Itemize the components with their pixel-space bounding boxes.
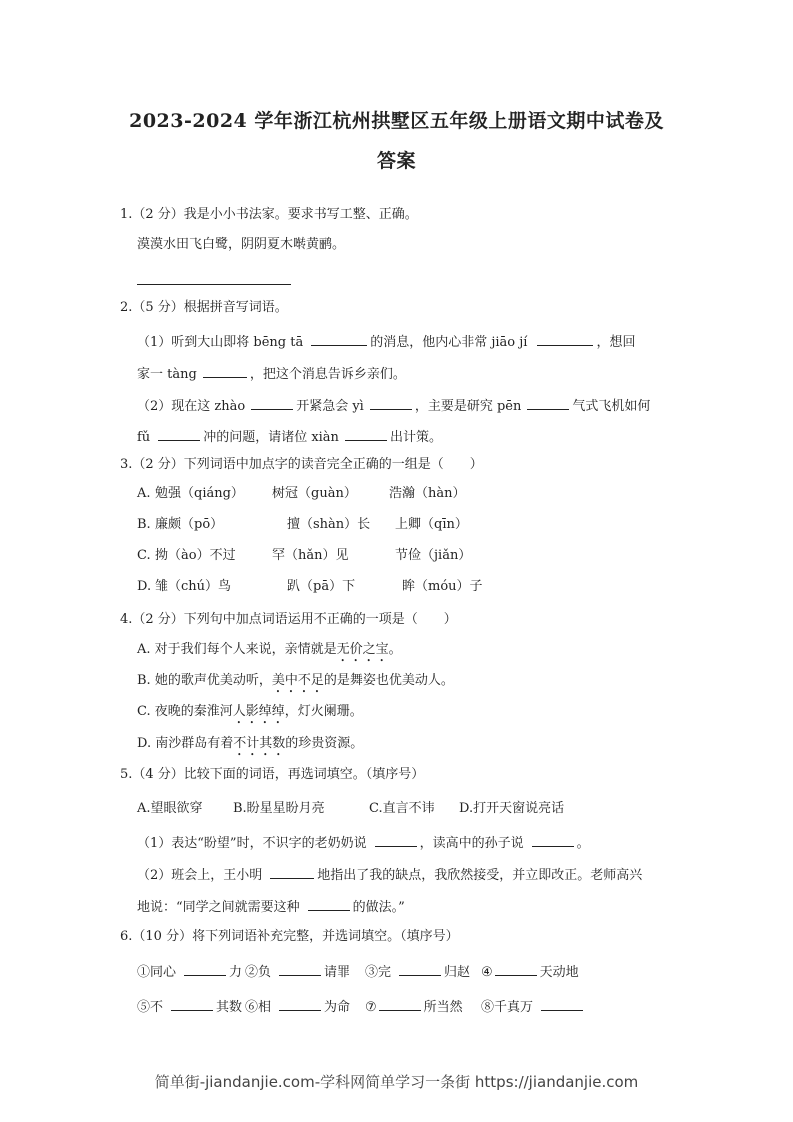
option-item: 雏（chú）鸟 — [155, 579, 232, 594]
idiom-part: ④ — [481, 965, 493, 980]
option-item: B.盼星星盼月亮 — [233, 801, 325, 816]
idiom-part: 力 — [229, 965, 243, 980]
poem-line: 漠漠水田飞白鹭，阴阴夏木啭黄鹂。 — [137, 237, 346, 252]
option-item: 拗（ào）不过 — [155, 548, 236, 563]
idiom-part: ⑥相 — [245, 1000, 272, 1015]
text: （1）表达“盼望”时，不识字的老奶奶说 — [137, 836, 367, 851]
idiom-part: 天动地 — [539, 965, 579, 980]
idiom-part: 其数 — [216, 1000, 243, 1015]
q4-option[interactable] — [137, 704, 363, 727]
text: 的珍贵资源。 — [285, 736, 364, 751]
blank[interactable] — [370, 396, 412, 410]
blank[interactable] — [379, 997, 421, 1011]
text: D. 南沙群岛有着 — [137, 736, 234, 751]
option-item: 眸（móu）子 — [402, 579, 483, 594]
text: 气式飞机如何 — [572, 399, 651, 414]
option-item: D.打开天窗说亮话 — [459, 801, 565, 816]
text: （2）现在这 zhào — [137, 399, 246, 414]
idiom-part: ③完 — [365, 965, 392, 980]
dotted-phrase: 无价之宝 — [336, 642, 389, 657]
option-item: 趴（pā）下 — [287, 579, 356, 594]
footer-watermark: 简单街-jiandanjie.com-学科网简单学习一条街 https://jiandanjie.com — [154, 1073, 639, 1091]
q5-line — [137, 897, 405, 916]
q5-line — [137, 833, 590, 852]
option-label: D. — [137, 579, 152, 594]
text: 的做法。” — [352, 900, 405, 915]
text: 冲的问题，请诸位 xiàn — [203, 430, 339, 445]
document-title-cont: 答案 — [376, 150, 416, 172]
dotted-phrase: 人影绰绰 — [232, 704, 285, 719]
text: ，想回 — [596, 335, 636, 350]
blank[interactable] — [184, 962, 226, 976]
answer-line[interactable] — [137, 284, 291, 285]
q2-line — [137, 427, 442, 446]
question-4: 4.（2 分）下列句中加点词语运用不正确的一项是（ ） — [120, 612, 457, 627]
blank[interactable] — [375, 833, 417, 847]
option-label: A. — [137, 486, 151, 501]
option-item: 勉强（qiáng） — [155, 486, 244, 501]
document-title: 2023-2024 学年浙江杭州拱墅区五年级上册语文期中试卷及 — [129, 110, 664, 132]
text: ，主要是研究 pēn — [414, 399, 522, 414]
idiom-part: 归赵 — [444, 965, 471, 980]
blank[interactable] — [541, 997, 583, 1011]
idiom-part: ②负 — [245, 965, 272, 980]
idiom-part: ⑤不 — [137, 1000, 164, 1015]
text: A. 对于我们每个人来说，亲情就是 — [137, 642, 337, 657]
dotted-phrase: 美中不足 — [271, 673, 324, 688]
text: 出计策。 — [389, 430, 442, 445]
text: ，灯火阑珊。 — [284, 704, 363, 719]
blank[interactable] — [495, 962, 537, 976]
blank[interactable] — [345, 427, 387, 441]
text: （1）听到大山即将 bēng tā — [137, 335, 304, 350]
option-item: A.望眼欲穿 — [137, 801, 203, 816]
text: 地指出了我的缺点，我欣然接受，并立即改正。老师高兴 — [317, 868, 643, 883]
option-item: C.直言不讳 — [369, 801, 435, 816]
idiom-part: 所当然 — [423, 1000, 463, 1015]
idiom-part: ⑦ — [365, 1000, 377, 1015]
q4-option[interactable] — [137, 642, 402, 665]
blank[interactable] — [171, 997, 213, 1011]
text: ，把这个消息告诉乡亲们。 — [249, 367, 406, 382]
question-2: 2.（5 分）根据拼音写词语。 — [120, 300, 288, 315]
blank[interactable] — [532, 833, 574, 847]
blank[interactable] — [251, 396, 293, 410]
text: 。 — [388, 642, 402, 657]
idiom-part: ①同心 — [137, 965, 177, 980]
q5-line — [137, 865, 642, 884]
idiom-part: 请罪 — [324, 965, 351, 980]
question-5: 5.（4 分）比较下面的词语，再选词填空。（填序号） — [120, 767, 425, 782]
q4-option[interactable] — [137, 673, 454, 696]
blank[interactable] — [203, 364, 247, 378]
text: fǔ — [137, 430, 151, 445]
question-3: 3.（2 分）下列词语中加点字的读音完全正确的一组是（ ） — [120, 457, 483, 472]
question-6: 6.（10 分）将下列词语补充完整，并选词填空。（填序号） — [120, 929, 459, 944]
blank[interactable] — [279, 962, 321, 976]
blank[interactable] — [308, 897, 350, 911]
text: C. 夜晚的秦淮河 — [137, 704, 233, 719]
option-item: 树冠（guàn） — [272, 486, 357, 501]
text: B. 她的歌声优美动听， — [137, 673, 272, 688]
option-item: 上卿（qīn） — [395, 517, 468, 532]
blank[interactable] — [270, 865, 314, 879]
q2-line — [137, 396, 650, 415]
text: 的是舞姿也优美动人。 — [323, 673, 454, 688]
option-label: B. — [137, 517, 151, 532]
text: ，读高中的孙子说 — [419, 836, 524, 851]
option-item: 廉颇（pō） — [155, 517, 224, 532]
text: 地说：“同学之间就需要这种 — [137, 900, 300, 915]
blank[interactable] — [537, 332, 593, 346]
option-item: 擅（shàn）长 — [287, 517, 371, 532]
q2-line — [137, 332, 635, 351]
text: 。 — [576, 836, 590, 851]
dotted-phrase: 不计其数 — [233, 736, 286, 751]
text: 开紧急会 yì — [296, 399, 364, 414]
blank[interactable] — [279, 997, 321, 1011]
idiom-part: ⑧千真万 — [481, 1000, 534, 1015]
idiom-part: 为命 — [324, 1000, 351, 1015]
option-item: 浩瀚（hàn） — [389, 486, 466, 501]
q4-option[interactable] — [137, 736, 363, 759]
option-item: 节俭（jiǎn） — [395, 548, 472, 563]
text: （2）班会上，王小明 — [137, 868, 263, 883]
text: 的消息，他内心非常 jiāo jí — [370, 335, 528, 350]
blank[interactable] — [158, 427, 200, 441]
blank[interactable] — [399, 962, 441, 976]
blank[interactable] — [311, 332, 367, 346]
option-label: C. — [137, 548, 151, 563]
q2-line — [137, 364, 406, 383]
option-item: 罕（hǎn）见 — [272, 548, 349, 563]
text: 家一 tàng — [137, 367, 197, 382]
blank[interactable] — [527, 396, 569, 410]
question-1: 1.（2 分）我是小小书法家。要求书写工整、正确。 — [120, 207, 418, 222]
